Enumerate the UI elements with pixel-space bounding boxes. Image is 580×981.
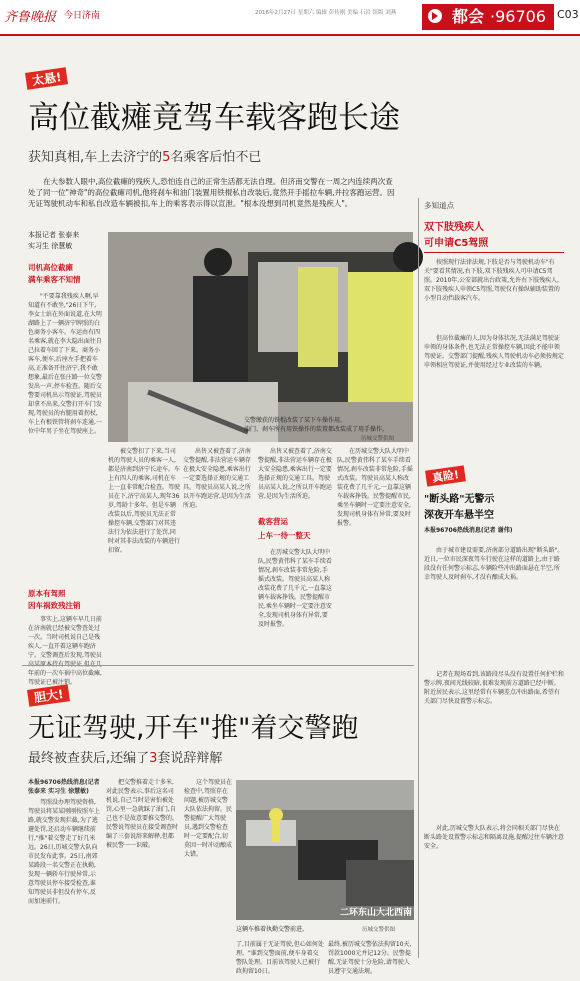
- story-1-column-3: 被交警扣了下来,当司机的驾驶人员的乘客一人,都是济南到济宁长途车。车上有四人的乘客,司机在车上一直非常配合检查。驾驶员在下,济宁高某人,现年36岁,驾龄十多年。但是车辆改装以后,驾驶员无法正常操控车辆,交警部门对其违法行为依法进行了处罚,同时对其非法改装的车辆进行扣留。: [108, 448, 181, 554]
- story-2-headline: 无证驾驶,开车"推"着交警跑: [28, 713, 359, 744]
- police-car-scene: [108, 232, 413, 442]
- sidebar-body-2: 但高位截瘫的人,因为身体状况,无法满足驾驶证申领的身体条件,也无法正常操控车辆,因此不能申领驾驶证。交警部门提醒,残疾人驾驶机动车必须按规定申领相应驾驶证,并使用经过专业改装的车辆。: [424, 335, 564, 369]
- section-hotline: ·96706: [490, 7, 546, 26]
- sidebar-body-5: 对此,历城交警大队表示,将会同相关部门尽快在断头路处设置警示标志和隔离设施,提醒过往车辆注意安全。: [424, 825, 564, 850]
- story-1-caption-2: 油门、刹车所有用铁操作的装置都改装成了用手操作。: [244, 426, 389, 433]
- story-1-column-2: 事实上,这辆车早几日前在济南就已经被交警查处过一次。当时司机说自己是残疾人,一直开着这辆车跑济宁。交警调查后发现,驾驶员 年前的一次车祸中高位截瘫,驾驶证已被注销。: [28, 616, 102, 686]
- story-2-photo-credit: 历城交警供图: [362, 927, 396, 933]
- story-2-column-1: 驾照没办理驾驶资格,驾驶员将某某刚刚按照车上路,就交警发现拦截,为了逃避处罚,还启动车辆继续前行,"推"着交警走了好几米远。26日,历城交警大队向市民发布此事。25日,南郊某路段一名交警正在执勤,发现一辆轿车行驶异常,示意驾驶员停车接受检查,谁知驾驶员非但没有停车,反而加速前行。: [28, 799, 101, 905]
- story-1-subhead: 获知真相,车上去济宁的5名乘客后怕不已: [28, 150, 262, 165]
- story-1-subtitle-2b: 因车祸致残注销: [28, 601, 81, 610]
- story-2-column-2: 把交警推着走十多米,对此民警表示,事后这名司机说,自己当时是害怕被处罚,心里一急就踩了油门,自己也不是故意要推交警的。民警说驾驶员在接受调查时编了三套说辞来解释,但都被民警一一识破。: [106, 779, 179, 849]
- section-name: 都会: [452, 7, 485, 26]
- story-1-subtitle-3a: 截客营运: [258, 517, 288, 526]
- sidebar-title-4: 深夜开车悬半空: [424, 510, 494, 521]
- story-1-tag: 太悬!: [25, 67, 68, 90]
- story-1-headline: 高位截瘫竟驾车载客跑长途: [28, 100, 400, 136]
- column-divider: [418, 198, 419, 958]
- story-1-photo-credit: 历城交警供图: [361, 436, 395, 442]
- story-2-column-3: 这个驾驶员在检查中,驾照存在问题,被历城交警大队依法拘留。民警提醒广大驾驶员,遇到交警检查时一定要配合,切莫因一时冲动酿成大错。: [184, 779, 233, 858]
- story-2-tag: 胆大!: [27, 684, 70, 707]
- header-divider: [0, 34, 580, 36]
- story-1-column-5: 在历城交警大队大明中队,民警黄伟科了某车手续看情况,刹车改装非常危险,手摇式改装。驾驶员高某人称改装花费了几千元,一直靠这辆车载客挣钱。民警提醒市民,乘坐车辆时一定要注意安全,发现司机身体有异常,要及时报警。: [258, 549, 332, 628]
- sidebar-title-2: 可申请C5驾照: [424, 238, 489, 249]
- story-2-photo-sign: 二环东山大北西南: [340, 908, 413, 918]
- story-1-subtitle-1a: 司机高位截瘫: [28, 263, 73, 272]
- sidebar-title-3: "断头路"无警示: [424, 494, 495, 505]
- story-1-column-4: 出售又被查着了,济南交警提醒,非法营运车辆存在极大安全隐患,乘客出行一定要选择正规的交通工具。驾驶员高某人说,之所以开车跑运营,是因为生活所迫。: [183, 448, 251, 509]
- story-1-byline-reporter: 本报记者 张泰来: [28, 231, 80, 239]
- story-1-subtitle-3b: 上车一待一整天: [258, 531, 311, 540]
- story-1-column-1: "不要靠我残疾人啊,早知道有不敢坐,"26日下午,李女士站在外面说道,在大明湖路上了一辆济宁牌照的白色商务小客车。车运由有四名乘客,就在李大隐出面往自己拉着车回了下来。商务小客车,便车,后座左手把着车高,正准备开往济宁,我不敢想象,最后在张庄路一位交警发出一声,停车检查。随后交警要司机出示驾驶证,驾驶员却拿不出来,交警打开车门发现,驾驶员的右腿用着拐杖,车上有根铁管将刹车连通,一位中年男子坐在驾驶座上。: [28, 293, 102, 435]
- story-1-column-6: 在历城交警大队大明中队,民警黄伟科了某车手续看情况,刹车改装非常危险,手摇式改装。驾驶员高某人称改装花费了几千元,一直靠这辆车载客挣钱。民警提醒市民,乘坐车辆时一定要注意安全,发现司机身体有异常,要及时报警。: [337, 448, 413, 527]
- sidebar-body-4: 记者在现场看到,该路段尽头没有设置任何护栏和警示牌,夜间光线较暗,很难发现前方道路已经中断。附近居民表示,这里经常有车辆差点冲出路面,希望有关部门尽快设置警示标志。: [424, 671, 564, 705]
- story-2-photo: [236, 780, 414, 920]
- sidebar-body-3: 由于城市建设需要,济南部分道路出现"断头路"。近日,一位市民深夜驾车行驶在这样的道路上,由于路段没有任何警示标志,车辆险些冲出路面悬在半空,所幸驾驶人及时刹车,才没有酿成大祸。: [424, 547, 564, 581]
- newspaper-logo: 齐鲁晚报: [4, 10, 57, 25]
- play-icon: [428, 9, 442, 23]
- story-1-subtitle-2a: 原本有驾照: [28, 589, 66, 598]
- sidebar-body-1: 按照现行法律法规,下肢是否与驾驶机动车"有关"要看其情况,右下肢,双下肢残疾人可申请C5驾照。2010年,公安部就出台政策,允许右下肢残疾人,双下肢残疾人申领C5驾照,驾驶仅有操纵辅助装置的小型自动挡载客汽车。: [424, 259, 560, 302]
- story-2-subhead: 最终被查获后,还编了3套说辞辩解: [28, 751, 223, 766]
- edition-label: 今日济南: [64, 11, 101, 21]
- story-1-subtitle-1b: 满车乘客不知情: [28, 275, 81, 284]
- story-1-byline-intern: 实习生 徐慧敏: [28, 242, 73, 250]
- story-1-photo: [108, 232, 413, 442]
- story-2-column-5: 最终,被历城交警依法拘留10天,罚款1000元并记12分。民警提醒,无证驾驶十分危险,请驾驶人员遵守交通法规。: [328, 941, 412, 975]
- sidebar-byline: 本报96706热线消息(记者 谢伟): [424, 527, 513, 534]
- story-2-byline: 本报96706热线消息(记者 张泰来 实习生 徐慧敏): [28, 779, 100, 795]
- traffic-road-scene: [236, 780, 414, 920]
- sidebar-kicker: 多知道点: [424, 201, 454, 210]
- story-1-column-5a: 出售又被查着了,济南交警提醒,非法营运车辆存在极大安全隐患,乘客出行一定要选择正规的交通工具。驾驶员高某人说,之所以开车跑运营,是因为生活所迫。: [258, 448, 332, 500]
- sidebar-rule: [424, 252, 564, 253]
- sidebar-tag: 真险!: [425, 465, 466, 486]
- story-2-caption: 这辆车推着执勤交警前进。: [236, 926, 309, 933]
- story-divider: [22, 665, 414, 666]
- date-line: 2016年2月27日 星期六 编辑 彭传刚 美编 石岩 组版 刘燕: [255, 10, 397, 16]
- story-2-column-4: 了,目前属于无证驾驶,但心如何处理。"谁到交警面前,便车身着交警队处理。目前该驾驶人已被行政拘留10日。: [236, 941, 324, 975]
- sidebar-title-1: 双下肢残疾人: [424, 222, 484, 233]
- page-number: C03: [557, 8, 579, 21]
- story-1-caption-1: 交警缴获的铁棍改装了某下车操作用。: [244, 417, 347, 424]
- story-1-lead: 在大参数人眼中,高位截瘫的残疾人,恐怕连自己的正常生活都无法自理。但济南交警在一周之内连续两次查处了同一位"神奇"的高位截瘫司机,他将刹车和油门装置用铁棍私自改装后,竟然开手摇拉车辆,并拉客跑运营。因无证驾驶机动车和私自改造车辆被扣,车上的乘客表示得以宣泄。"根本没想到司机竟然是残疾人"。: [28, 177, 395, 208]
